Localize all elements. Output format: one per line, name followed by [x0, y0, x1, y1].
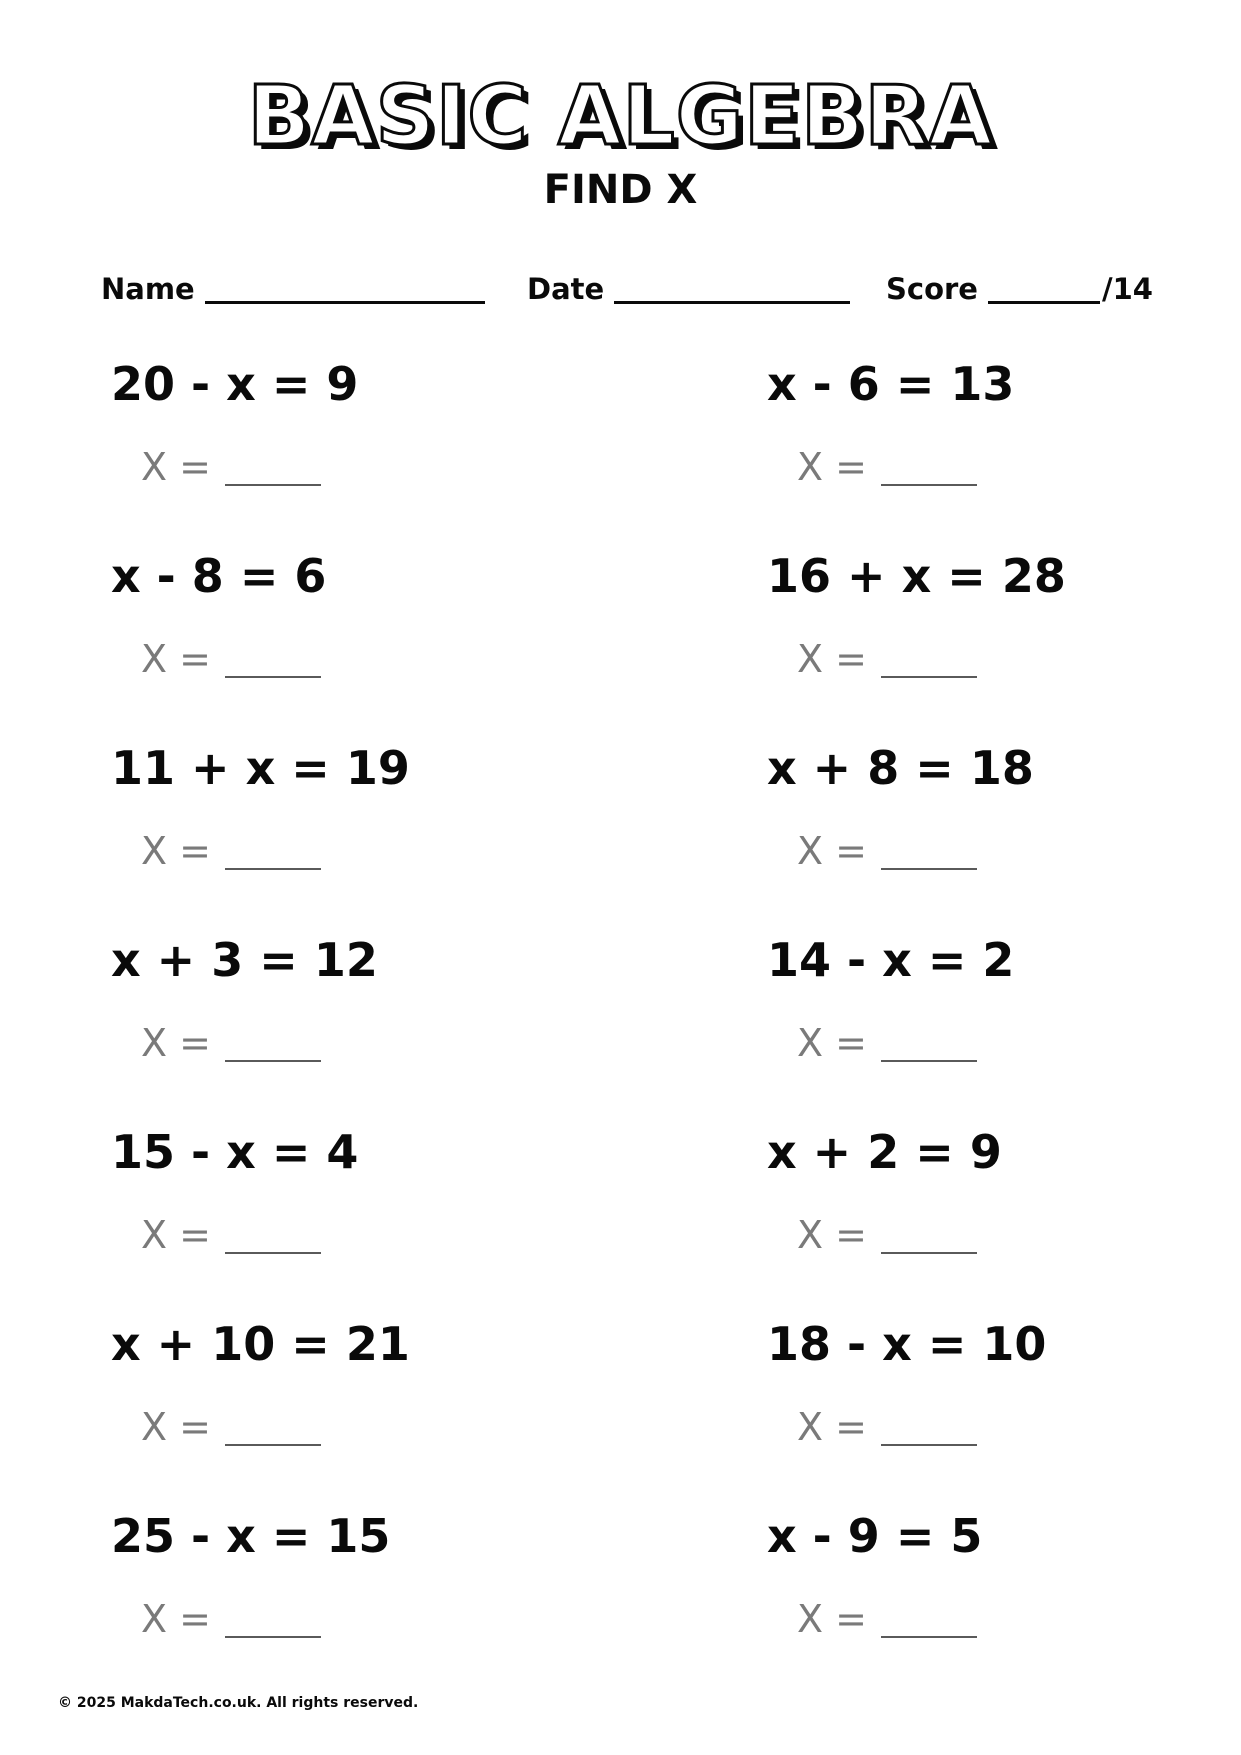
answer-blank-line[interactable] [881, 640, 977, 678]
answer-blank-line[interactable] [225, 1600, 321, 1638]
answer-row [797, 1020, 977, 1066]
equation: x + 8 = 18 [767, 741, 1034, 795]
equation: 25 - x = 15 [111, 1509, 391, 1563]
answer-label: X = [797, 1405, 867, 1449]
problem-right-7 [767, 1508, 1241, 1688]
problem-right-5 [767, 1124, 1241, 1304]
problem-right-1 [767, 356, 1241, 536]
answer-label: X = [141, 1021, 211, 1065]
answer-blank-line[interactable] [225, 448, 321, 486]
score-label: Score [886, 272, 978, 306]
equation: x - 6 = 13 [767, 357, 1015, 411]
equation: x - 8 = 6 [111, 549, 327, 603]
problem-left-2 [111, 548, 611, 728]
answer-label: X = [141, 445, 211, 489]
answer-label: X = [797, 1021, 867, 1065]
equation: 15 - x = 4 [111, 1125, 359, 1179]
answer-row [797, 636, 977, 682]
answer-row [797, 444, 977, 490]
name-label: Name [101, 272, 195, 306]
equation: 18 - x = 10 [767, 1317, 1047, 1371]
answer-label: X = [141, 829, 211, 873]
date-field [527, 270, 850, 308]
answer-blank-line[interactable] [225, 1408, 321, 1446]
equation: 11 + x = 19 [111, 741, 410, 795]
equation: 20 - x = 9 [111, 357, 359, 411]
name-field [101, 270, 485, 308]
answer-label: X = [797, 1213, 867, 1257]
equation: 14 - x = 2 [767, 933, 1015, 987]
problem-right-4 [767, 932, 1241, 1112]
answer-row [141, 636, 321, 682]
date-label: Date [527, 272, 605, 306]
answer-row [141, 828, 321, 874]
answer-row [141, 1020, 321, 1066]
score-field [886, 270, 1153, 308]
equation: x + 3 = 12 [111, 933, 378, 987]
answer-row [141, 1212, 321, 1258]
answer-label: X = [797, 445, 867, 489]
answer-row [797, 1596, 977, 1642]
answer-row [797, 1404, 977, 1450]
answer-blank-line[interactable] [881, 1408, 977, 1446]
answer-blank-line[interactable] [881, 1024, 977, 1062]
worksheet-title: BASIC ALGEBRA [247, 69, 994, 164]
equation: x + 10 = 21 [111, 1317, 410, 1371]
problem-left-3 [111, 740, 611, 920]
answer-label: X = [797, 829, 867, 873]
problem-left-5 [111, 1124, 611, 1304]
answer-row [141, 444, 321, 490]
problem-right-2 [767, 548, 1241, 728]
answer-label: X = [141, 637, 211, 681]
answer-label: X = [797, 637, 867, 681]
answer-label: X = [141, 1405, 211, 1449]
equation: 16 + x = 28 [767, 549, 1066, 603]
answer-blank-line[interactable] [881, 1216, 977, 1254]
answer-label: X = [141, 1597, 211, 1641]
problem-left-7 [111, 1508, 611, 1688]
copyright-footer: © 2025 MakdaTech.co.uk. All rights reserved. [58, 1695, 419, 1711]
answer-blank-line[interactable] [881, 832, 977, 870]
score-total: /14 [1101, 272, 1153, 306]
equation: x + 2 = 9 [767, 1125, 1002, 1179]
answer-row [797, 1212, 977, 1258]
problem-right-3 [767, 740, 1241, 920]
answer-blank-line[interactable] [225, 1216, 321, 1254]
equation: x - 9 = 5 [767, 1509, 983, 1563]
worksheet-subtitle: FIND X [543, 167, 698, 213]
answer-label: X = [141, 1213, 211, 1257]
answer-blank-line[interactable] [225, 640, 321, 678]
problem-left-6 [111, 1316, 611, 1496]
answer-blank-line[interactable] [881, 448, 977, 486]
answer-row [141, 1404, 321, 1450]
answer-row [797, 828, 977, 874]
answer-blank-line[interactable] [225, 832, 321, 870]
problem-left-1 [111, 356, 611, 536]
answer-row [141, 1596, 321, 1642]
date-blank-line[interactable] [614, 271, 850, 304]
answer-label: X = [797, 1597, 867, 1641]
answer-blank-line[interactable] [881, 1600, 977, 1638]
problem-left-4 [111, 932, 611, 1112]
score-blank-line[interactable] [988, 271, 1100, 304]
answer-blank-line[interactable] [225, 1024, 321, 1062]
problem-right-6 [767, 1316, 1241, 1496]
name-blank-line[interactable] [205, 271, 485, 304]
